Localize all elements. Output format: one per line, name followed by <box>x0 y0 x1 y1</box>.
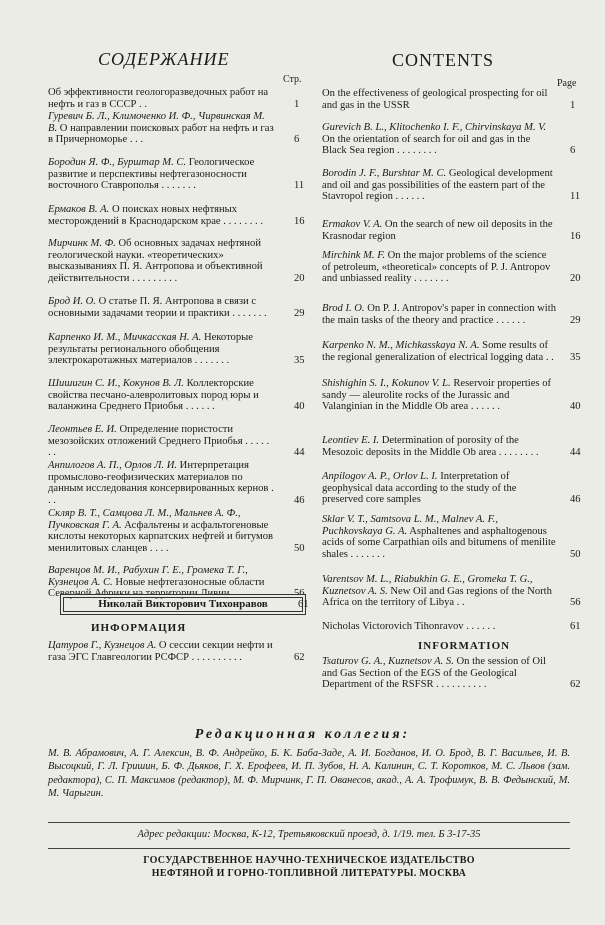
en-entry-authors: Borodin J. F., Burshtar M. C. <box>322 168 447 179</box>
publisher-imprint <box>48 854 570 880</box>
en-contents-title: CONTENTS <box>392 50 494 70</box>
en-toc-entry <box>322 219 581 242</box>
en-toc-entry <box>322 471 581 506</box>
ru-entry-title: Некоторые результаты регионального обобщения электрокаротажных материалов . . . . . . . <box>48 332 253 367</box>
ru-toc-entry <box>48 640 305 663</box>
en-info-title: INFORMATION <box>418 640 511 652</box>
ru-entry-page: 16 <box>294 215 305 227</box>
en-entry-title: On the major problems of the science of petroleum, «theoretical» concepts of P. J. Antropov and unbiassed reality . . . . . . . <box>322 250 551 285</box>
en-entry-authors: Ermakov V. A. <box>322 219 383 230</box>
en-entry-title: Interpretation of geophysical data according to the study of the preserved core samples <box>322 471 517 506</box>
ru-entry-title: О сессии секции нефти и газа ЭГС Главгеологии РСФСР . . . . . . . . . . <box>48 640 273 663</box>
ru-toc-entry <box>48 508 305 554</box>
ru-toc-entry <box>48 378 305 413</box>
ru-entry-authors: Цатуров Г., Кузнецов А. <box>48 640 157 651</box>
en-entry-title: Asphaltenes and asphaltogenous acids of some Carpathian oils and bitumens of menilite shales . . . . . . . <box>322 525 556 560</box>
editorial-address: Адрес редакции: Москва, К-12, Третьяковский проезд, д. 1/19. тел. Б 3-17-35 <box>137 829 481 840</box>
en-entry-title: Determination of porosity of the Mesozoic deposits in the Middle Ob area . . . . . . . . <box>322 435 539 458</box>
editorial-board-title: Редакционная коллегия: <box>194 727 411 742</box>
ru-entry-authors: Ермаков В. А. <box>48 204 110 215</box>
en-entry-title: On the effectiveness of geological prospecting for oil and gas in the USSR <box>322 88 548 111</box>
en-entry-authors: Karpenko N. M., Michkasskaya N. A. <box>322 340 480 351</box>
en-toc-entry <box>322 621 581 633</box>
en-toc-entry <box>322 303 581 326</box>
en-entry-title: On the search of new oil deposits in the Krasnodar region <box>322 219 553 242</box>
en-toc-entry <box>322 88 576 111</box>
ru-entry-page: 56 <box>294 588 305 600</box>
ru-toc-entry <box>48 157 305 192</box>
ru-entry-title: О направлении поисковых работ на нефть и газ в Причерноморье . . . <box>48 122 274 146</box>
en-entry-title: On the session of Oil and Gas Section of the EGS of the Geological Department of the RSFSR . . . . . . . . . . <box>322 656 546 691</box>
en-entry-page: 61 <box>570 621 581 632</box>
en-entry-page: 16 <box>570 230 581 242</box>
ru-entry-title: Геологическое развитие и перспективы нефтегазоносности восточного Ставрополья . . . . . . . <box>48 157 255 192</box>
en-toc-entry <box>322 656 581 691</box>
ru-entry-page: 46 <box>294 494 305 506</box>
ru-entry-title: Новые нефтегазоносные области Северной Африки на территории Ливии . . . <box>48 576 265 600</box>
en-entry-page: 44 <box>570 446 581 458</box>
ru-entry-page: 40 <box>294 401 305 413</box>
en-entry-page: 11 <box>570 191 581 203</box>
ru-contents-title: СОДЕРЖАНИЕ <box>98 49 230 69</box>
ru-entry-page: 50 <box>294 542 305 554</box>
ru-entry-page: 11 <box>294 180 305 192</box>
ru-toc-entry <box>48 238 305 284</box>
divider-top <box>48 822 570 823</box>
ru-page-column-header: Стр. <box>283 74 302 85</box>
en-entry-page: 50 <box>570 548 581 560</box>
ru-toc-entry <box>48 87 300 110</box>
en-entry-title: Reservoir properties of sandy — aleurolite rocks of the Jurassic and Valanginian in the Middle Ob area . . . . . . <box>322 378 552 413</box>
en-entry-page: 20 <box>570 273 581 285</box>
ru-entry-title: Коллекторские свойства песчано-алевролитовых пород юры и валанжина Среднего Приобья . . . . . . <box>48 378 259 413</box>
ru-entry-title: Об основных задачах нефтяной геологической науки. «теоретических» высказываниях П. Я. Антропова и объективной действительности . . . . . . . . . <box>48 238 263 284</box>
en-entry-page: 40 <box>570 401 581 413</box>
en-entry-authors: Anpilogov A. P., Orlov L. I. <box>322 471 438 482</box>
ru-toc-entry <box>48 460 305 506</box>
en-entry-authors: Shishighin S. I., Kokunov V. L. <box>322 378 451 389</box>
en-entry-authors: Gurevich B. L., Klitochenko I. F., Chirvinskaya M. V. <box>322 122 547 133</box>
en-toc-entry <box>322 378 581 413</box>
ru-entry-authors: Брод И. О. <box>48 296 96 307</box>
ru-boxed-name: Николай Викторович Тихонравов <box>60 594 306 615</box>
en-entry-title: On P. J. Antropov's paper in connection with the main tasks of the theory and practice . . . . . . <box>322 303 556 326</box>
ru-boxed-page: 61 <box>298 599 309 610</box>
ru-entry-authors: Леонтьев Е. И. <box>48 424 117 435</box>
en-entry-page: 29 <box>570 314 581 326</box>
ru-toc-entry <box>48 424 305 459</box>
ru-toc-entry <box>48 204 305 227</box>
en-entry-title: Nicholas Victorovich Tihonravov . . . . . . <box>322 621 496 632</box>
ru-info-title: ИНФОРМАЦИЯ <box>91 622 187 634</box>
ru-entry-page: 1 <box>294 98 300 110</box>
divider-bottom <box>48 848 570 849</box>
ru-entry-title: О поисках новых нефтяных месторождений в Краснодарском крае . . . . . . . . <box>48 204 264 227</box>
en-entry-page: 6 <box>570 145 576 157</box>
en-entry-authors: Varentsov M. L., Riabukhin G. E., Gromeka T. G., Kuznetsov A. S. <box>322 574 533 597</box>
en-toc-entry <box>322 514 581 560</box>
en-toc-entry <box>322 340 581 363</box>
ru-toc-entry <box>48 296 305 319</box>
en-entry-authors: Sklar V. T., Samtsova L. M., Malnev A. F., Puchkovskaya G. A. <box>322 514 499 537</box>
en-toc-entry <box>322 122 576 157</box>
ru-entry-title: О статье П. Я. Антропова в связи с основными задачами теории и практики . . . . . . . <box>48 296 267 319</box>
ru-entry-page: 29 <box>294 307 305 319</box>
en-entry-title: Geological development and oil and gas possibilities of the eastern part of the Stavropol region . . . . . . <box>322 168 553 203</box>
ru-entry-authors: Варенцов М. И., Рабухин Г. Е., Громека Т. Г., Кузнецов А. С. <box>48 565 248 588</box>
ru-entry-title: Об эффективности геологоразведочных работ на нефть и газ в СССР . . <box>48 87 269 110</box>
ru-entry-page: 44 <box>294 447 305 459</box>
ru-entry-title: Асфальтены и асфальтогеновые кислоты некоторых карпатских нефтей и битумов менилитовых сланцев . . . . <box>48 519 273 554</box>
en-toc-entry <box>322 250 581 285</box>
ru-entry-page: 35 <box>294 355 305 367</box>
en-entry-authors: Leontiev E. I. <box>322 435 380 446</box>
ru-entry-authors: Скляр В. Т., Самцова Л. М., Мальнев А. Ф., Пучковская Г. А. <box>48 508 241 531</box>
en-page-column-header: Page <box>557 78 577 89</box>
en-entry-page: 56 <box>570 597 581 609</box>
en-entry-page: 35 <box>570 351 581 363</box>
en-toc-entry <box>322 574 581 609</box>
ru-entry-authors: Мирчинк М. Ф. <box>48 238 116 249</box>
ru-entry-authors: Шишигин С. И., Кокунов В. Л. <box>48 378 184 389</box>
en-toc-entry <box>322 168 581 203</box>
ru-entry-title: Определение пористости мезозойских отложений Среднего Приобья . . . . . . . <box>48 424 270 459</box>
ru-entry-page: 20 <box>294 272 305 284</box>
publisher-line-2: НЕФТЯНОЙ И ГОРНО-ТОПЛИВНОЙ ЛИТЕРАТУРЫ. МОСКВА <box>151 868 467 879</box>
ru-entry-page: 6 <box>294 134 300 146</box>
en-entry-page: 1 <box>570 99 576 111</box>
ru-toc-entry <box>48 111 300 146</box>
en-entry-page: 46 <box>570 494 581 506</box>
en-entry-page: 62 <box>570 679 581 691</box>
en-entry-title: Some results of the regional generalization of electrical logging data . . <box>322 340 554 363</box>
ru-entry-authors: Карпенко И. М., Мичкасская Н. А. <box>48 332 202 343</box>
en-entry-authors: Brod I. O. <box>322 303 365 314</box>
editorial-board-members: М. В. Абрамович, А. Г. Алексин, В. Ф. Андрейко, Б. К. Баба-Заде, А. И. Богданов, И. О. Брод, В. Г. Васильев, И. В. Высоцкий, Г. Л. Гришин, Б. Ф. Дьяков, Г. Х. Ерофеев, И. П. Зубов, Н. А. Калинин, С. Т. Коротков, М. С. Львов (зам. редактора), С. П. Максимов (редактор), М. Ф. Мирчинк, Г. П. Ованесов, акад., А. А. Трофимук, В. В. Федынский, М. М. Чарыгин. <box>48 748 570 800</box>
en-entry-title: On the orientation of search for oil and gas in the Black Sea region . . . . . . . . <box>322 133 531 157</box>
en-entry-title: New Oil and Gas regions of the North Africa on the territory of Libya . . <box>322 585 552 609</box>
ru-entry-authors: Анпилогов А. П., Орлов Л. И. <box>48 460 178 471</box>
ru-entry-page: 62 <box>294 651 305 663</box>
en-toc-entry <box>322 435 581 458</box>
ru-toc-entry <box>48 332 305 367</box>
en-entry-authors: Mirchink M. F. <box>322 250 385 261</box>
ru-entry-title: Интерпретация промыслово-геофизических материалов по данным исследования консервированных кернов . . . <box>48 460 274 506</box>
ru-entry-authors: Гуревич Б. Л., Климоченко И. Ф., Чирвинская М. В. <box>48 111 265 134</box>
publisher-line-1: ГОСУДАРСТВЕННОЕ НАУЧНО-ТЕХНИЧЕСКОЕ ИЗДАТЕЛЬСТВО <box>143 855 475 866</box>
ru-entry-authors: Бородин Я. Ф., Бурштар М. С. <box>48 157 187 168</box>
en-entry-authors: Tsaturov G. A., Kuznetsov A. S. <box>322 656 454 667</box>
